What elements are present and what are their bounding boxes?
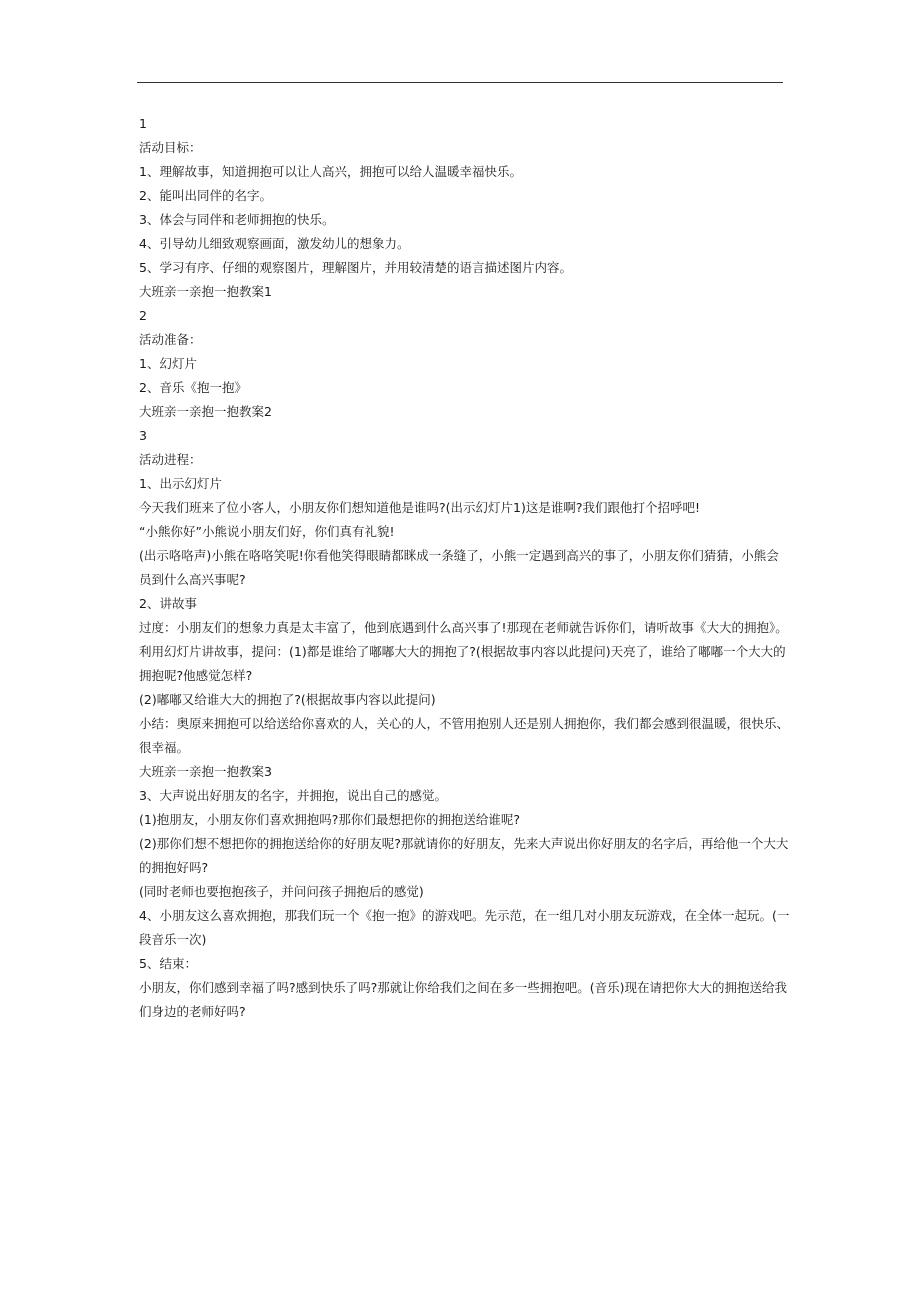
section-number-3: 3 [139, 428, 147, 443]
prep-item: 2、音乐《抱一抱》 [139, 380, 247, 395]
document-body [139, 112, 791, 1024]
goal-item: 5、学习有序、仔细的观察图片，理解图片，并用较清楚的语言描述图片内容。 [139, 260, 572, 275]
plan-title: 大班亲一亲抱一抱教案3 [139, 764, 272, 779]
paragraph: “小熊你好”小熊说小朋友们好，你们真有礼貌! [139, 524, 395, 539]
section-number-2: 2 [139, 308, 147, 323]
section-number-1: 1 [139, 116, 147, 131]
prep-item: 1、幻灯片 [139, 356, 197, 371]
paragraph: (2)嘟嘟又给谁大大的拥抱了?(根据故事内容以此提问) [139, 692, 436, 707]
paragraph: 小朋友，你们感到幸福了吗?感到快乐了吗?那就让你给我们之间在多一些拥抱吧。(音乐)现在请把你大大的拥抱送给我们身边的老师好吗? [139, 980, 788, 1019]
paragraph: 利用幻灯片讲故事，提问：(1)都是谁给了嘟嘟大大的拥抱了?(根据故事内容以此提问)天亮了，谁给了嘟嘟一个大大的拥抱呢?他感觉怎样? [139, 644, 786, 683]
goal-item: 1、理解故事，知道拥抱可以让人高兴，拥抱可以给人温暖幸福快乐。 [139, 164, 522, 179]
plan-title: 大班亲一亲抱一抱教案1 [139, 284, 272, 299]
process-step: 5、结束： [139, 956, 197, 971]
heading-activity-goals: 活动目标： [139, 140, 202, 155]
process-step: 1、出示幻灯片 [139, 476, 222, 491]
process-step: 2、讲故事 [139, 596, 197, 611]
paragraph: (出示咯咯声)小熊在咯咯笑呢!你看他笑得眼睛都眯成一条缝了，小熊一定遇到高兴的事了，小朋友你们猜猜，小熊会员到什么高兴事呢? [139, 548, 779, 587]
paragraph: (2)那你们想不想把你的拥抱送给你的好朋友呢?那就请你的好朋友，先来大声说出你好朋友的名字后，再给他一个大大的拥抱好吗? [139, 836, 789, 875]
header-rule [137, 82, 783, 83]
process-step: 4、小朋友这么喜欢拥抱，那我们玩一个《抱一抱》的游戏吧。先示范，在一组几对小朋友玩游戏，在全体一起玩。(一段音乐一次) [139, 908, 790, 947]
process-step: 3、大声说出好朋友的名字，并拥抱，说出自己的感觉。 [139, 788, 447, 803]
heading-activity-prep: 活动准备： [139, 332, 202, 347]
goal-item: 2、能叫出同伴的名字。 [139, 188, 272, 203]
paragraph: (同时老师也要抱抱孩子，并问问孩子拥抱后的感觉) [139, 884, 424, 899]
paragraph: (1)抱朋友，小朋友你们喜欢拥抱吗?那你们最想把你的拥抱送给谁呢? [139, 812, 520, 827]
goal-item: 3、体会与同伴和老师拥抱的快乐。 [139, 212, 335, 227]
plan-title: 大班亲一亲抱一抱教案2 [139, 404, 272, 419]
paragraph: 过度：小朋友们的想象力真是太丰富了，他到底遇到什么高兴事了!那现在老师就告诉你们，请听故事《大大的拥抱》。 [139, 620, 788, 635]
paragraph: 今天我们班来了位小客人，小朋友你们想知道他是谁吗?(出示幻灯片1)这是谁啊?我们跟他打个招呼吧! [139, 500, 700, 515]
paragraph: 小结：奥原来拥抱可以给送给你喜欢的人，关心的人，不管用抱别人还是别人拥抱你，我们都会感到很温暖，很快乐、很幸福。 [139, 716, 790, 755]
heading-activity-process: 活动进程： [139, 452, 202, 467]
goal-item: 4、引导幼儿细致观察画面，激发幼儿的想象力。 [139, 236, 410, 251]
